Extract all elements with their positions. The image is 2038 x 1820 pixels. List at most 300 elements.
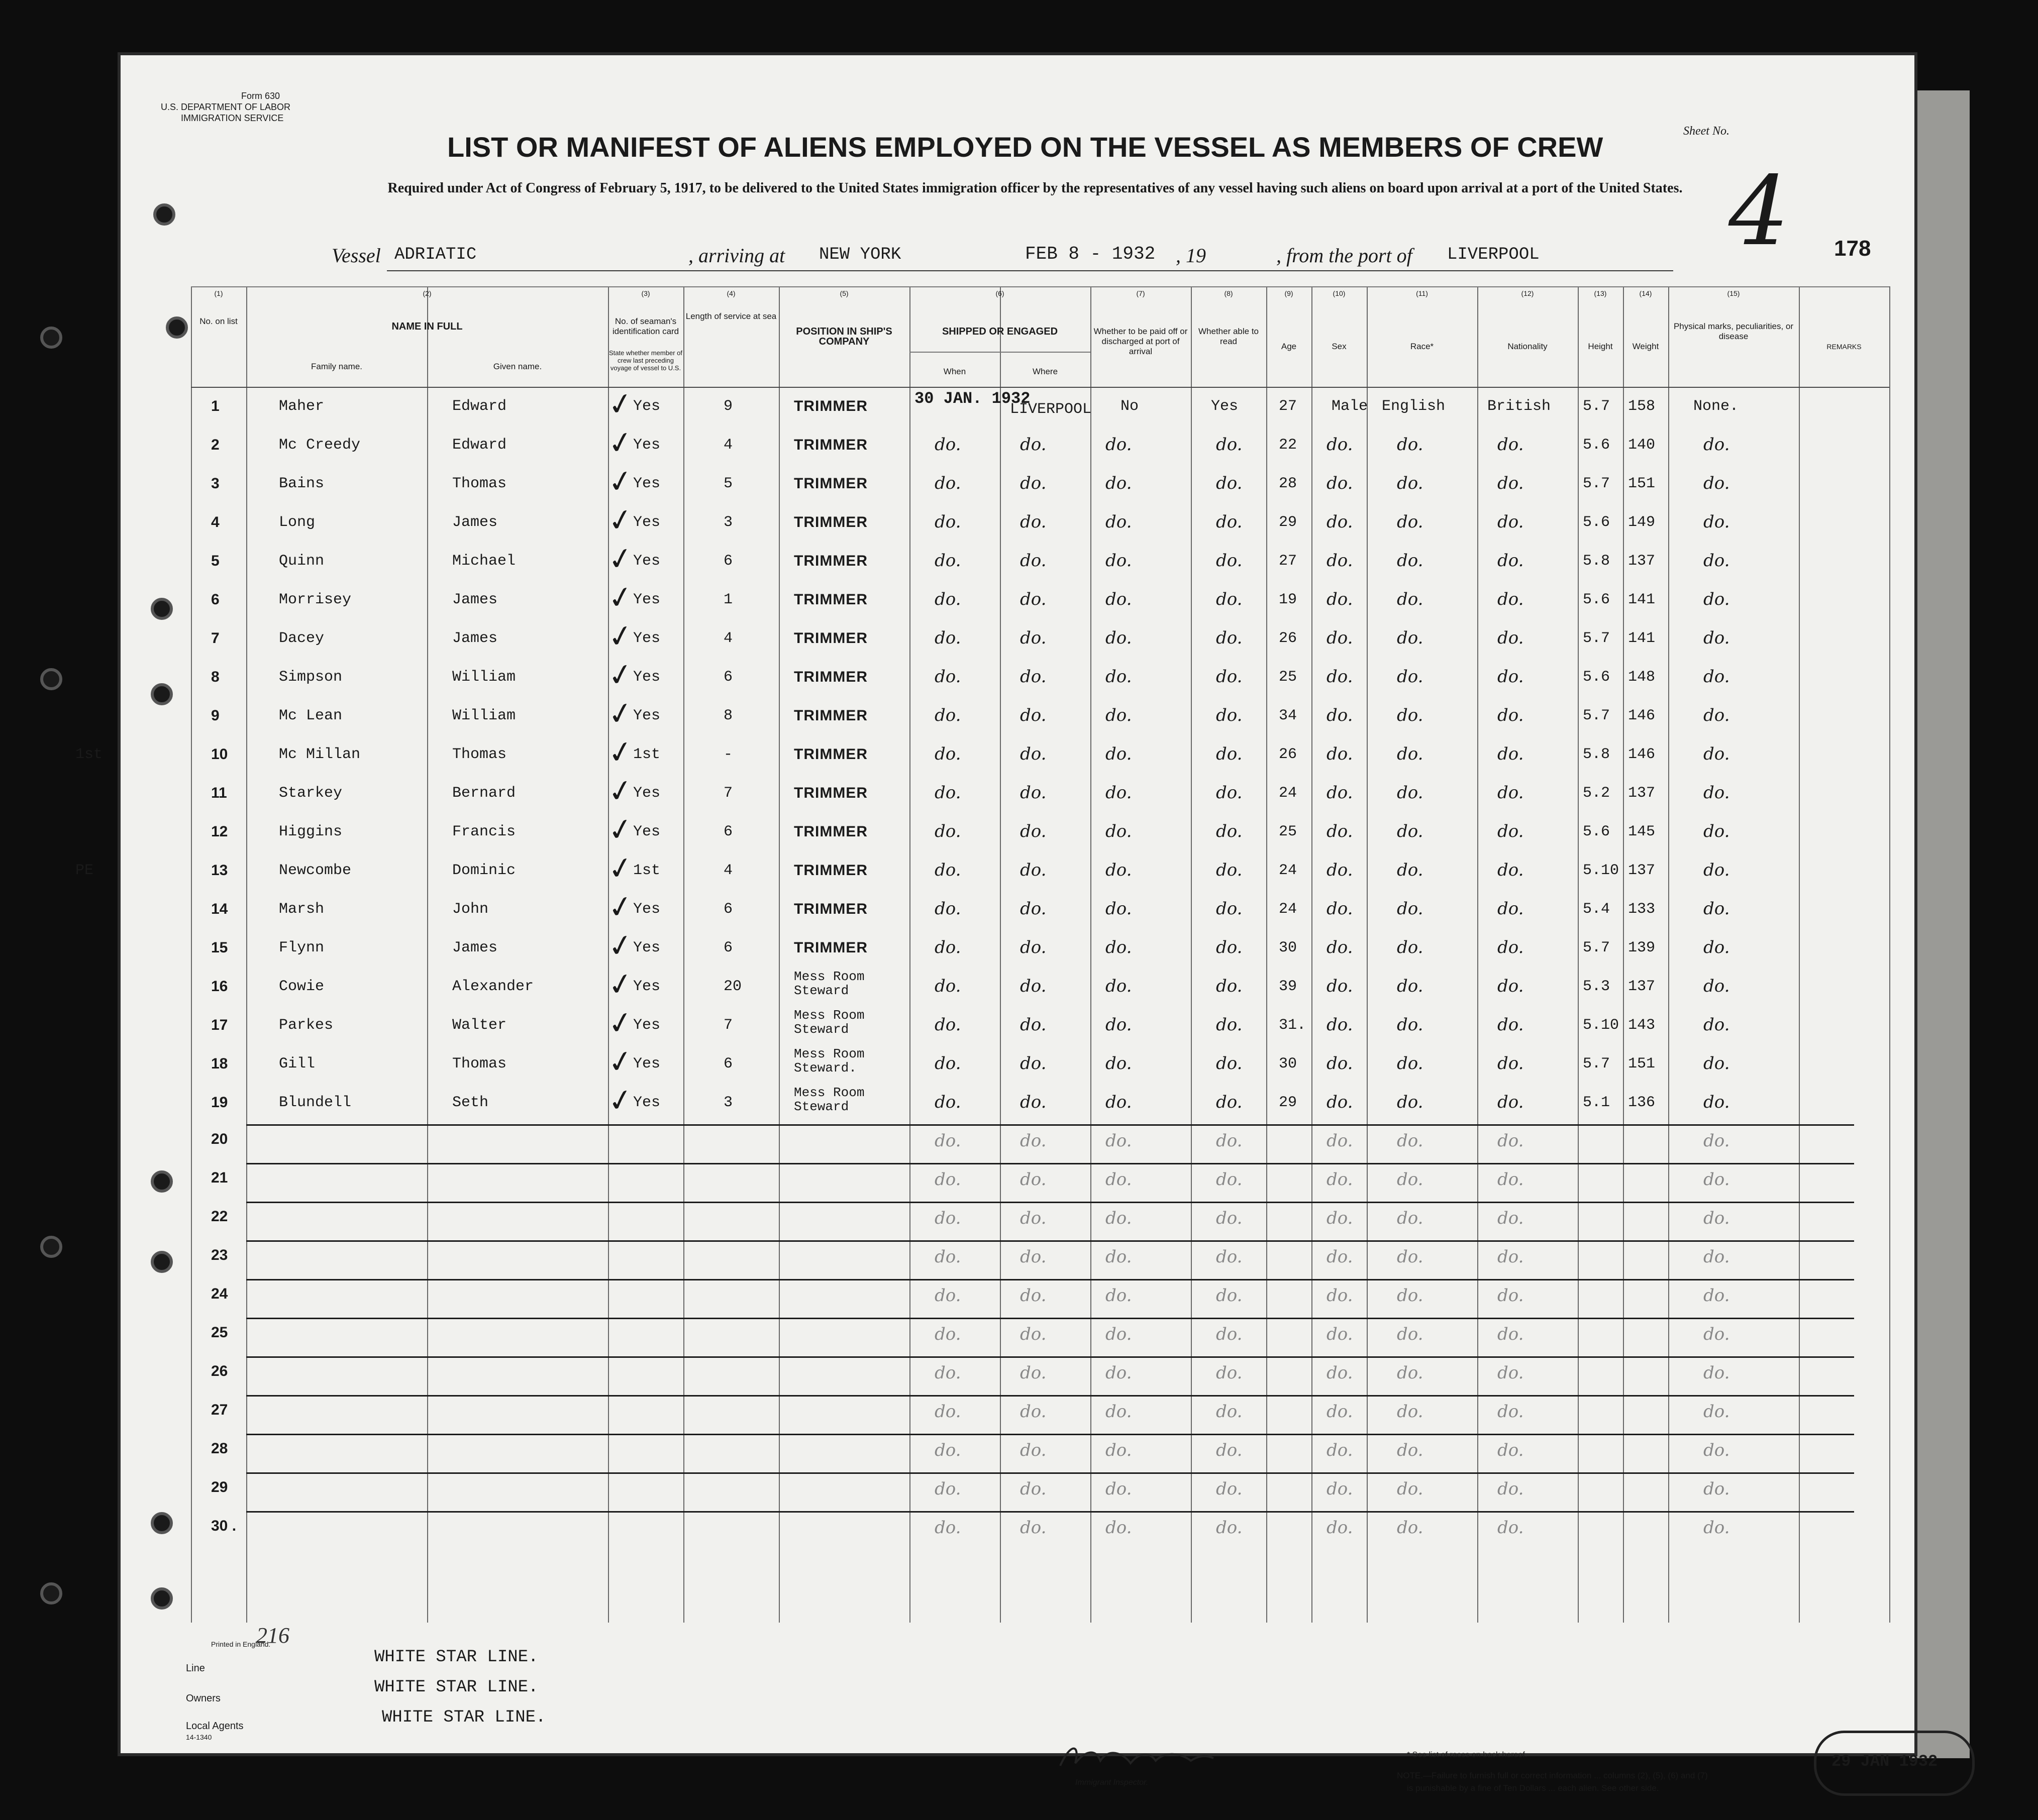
ditto-race: do.: [1397, 1324, 1423, 1344]
ditto-where: do.: [1020, 1440, 1047, 1460]
ditto-sex: do.: [1327, 589, 1353, 609]
check-mark-icon: ✓: [605, 578, 636, 617]
check-mark-icon: ✓: [605, 810, 636, 849]
ship-position: Mess Room Steward.: [794, 1046, 865, 1076]
strike-through-line: [246, 1279, 1854, 1280]
ditto-where: do.: [1020, 1169, 1047, 1190]
id-card-status: 1st: [633, 862, 661, 879]
height: 5.8: [1583, 746, 1610, 763]
ditto-read: do.: [1216, 1015, 1243, 1035]
weight: 148: [1628, 669, 1656, 686]
weight: 146: [1628, 707, 1656, 724]
punch-hole: [40, 1582, 62, 1604]
ditto-sex: do.: [1327, 1131, 1353, 1151]
check-mark-icon: ✓: [605, 1081, 636, 1120]
ditto-read: do.: [1216, 1053, 1243, 1074]
failure-note-2: is punishable by a fine of Ten Dollars ... each alien. See other side.: [1407, 1783, 1659, 1793]
departure-port: LIVERPOOL: [1447, 245, 1540, 264]
ditto-when: do.: [935, 1092, 961, 1112]
ditto-race: do.: [1397, 551, 1423, 571]
family-name: Mc Lean: [279, 707, 343, 724]
ditto-physical: do.: [1703, 783, 1730, 803]
length-of-service: -: [724, 746, 733, 763]
check-mark-icon: ✓: [605, 423, 636, 463]
ditto-paid: do.: [1105, 473, 1132, 493]
margin-note: 216: [256, 1623, 289, 1648]
ditto-nationality: do.: [1497, 937, 1524, 957]
header-when: When: [943, 367, 966, 376]
age: 19: [1279, 591, 1297, 608]
ditto-physical: do.: [1703, 937, 1730, 957]
given-name: Francis: [452, 823, 516, 840]
ditto-paid: do.: [1105, 628, 1132, 648]
ditto-race: do.: [1397, 1015, 1423, 1035]
given-name: John: [452, 901, 489, 918]
family-name: Starkey: [279, 785, 343, 802]
arriving-label: , arriving at: [688, 244, 785, 267]
row-number: 11: [211, 785, 227, 801]
length-of-service: 4: [724, 437, 733, 454]
length-of-service: 5: [724, 475, 733, 492]
table-top-rule: [191, 286, 1889, 287]
row-number: 14: [211, 901, 228, 917]
length-of-service: 6: [724, 1055, 733, 1073]
ditto-sex: do.: [1327, 976, 1353, 996]
age: 26: [1279, 746, 1297, 763]
ditto-read: do.: [1216, 628, 1243, 648]
races-footnote: * See list of races on back hereof.: [1407, 1751, 1527, 1759]
owners-label: Owners: [186, 1693, 221, 1704]
row-number: 6: [211, 591, 220, 608]
ditto-read: do.: [1216, 589, 1243, 609]
ditto-where: do.: [1020, 589, 1047, 609]
ship-position: Mess Room Steward: [794, 1008, 865, 1037]
ditto-read: do.: [1216, 512, 1243, 532]
height: 5.4: [1583, 901, 1610, 918]
table-row-empty: [191, 1393, 1889, 1432]
ditto-paid: do.: [1105, 976, 1132, 996]
ditto-read: do.: [1216, 667, 1243, 687]
ship-position: Mess Room Steward: [794, 969, 865, 998]
id-card-status: Yes: [633, 939, 661, 956]
ditto-physical: do.: [1703, 1208, 1730, 1228]
family-name: Bains: [279, 475, 325, 492]
ditto-paid: do.: [1105, 705, 1132, 725]
manifest-sheet: [75, 55, 1938, 1793]
header-no-on-list: No. on list: [199, 316, 238, 326]
length-of-service: 1: [724, 591, 733, 608]
row-number: 16: [211, 978, 228, 995]
family-name: Mc Millan: [279, 746, 361, 763]
ditto-sex: do.: [1327, 473, 1353, 493]
ditto-paid: do.: [1105, 512, 1132, 532]
weight: 133: [1628, 901, 1656, 918]
ditto-race: do.: [1397, 860, 1423, 880]
ditto-sex: do.: [1327, 551, 1353, 571]
ditto-nationality: do.: [1497, 1518, 1524, 1538]
paid-off: No: [1120, 398, 1139, 415]
ditto-paid: do.: [1105, 1402, 1132, 1422]
ditto-paid: do.: [1105, 1131, 1132, 1151]
row-number: 23: [211, 1247, 228, 1263]
height: 5.7: [1583, 1055, 1610, 1073]
table-row-empty: [191, 1315, 1889, 1354]
check-mark-icon: ✓: [605, 849, 636, 888]
weight: 149: [1628, 514, 1656, 531]
ditto-read: do.: [1216, 1286, 1243, 1306]
family-name: Simpson: [279, 669, 343, 686]
colnum-14: (14): [1639, 289, 1652, 297]
height: 5.7: [1583, 630, 1610, 647]
ditto-sex: do.: [1327, 899, 1353, 919]
check-mark-icon: ✓: [605, 1042, 636, 1082]
ditto-when: do.: [935, 512, 961, 532]
colnum-5: (5): [840, 289, 849, 297]
ditto-read: do.: [1216, 1208, 1243, 1228]
row-number: 27: [211, 1402, 228, 1418]
table-row: [191, 1044, 1889, 1084]
ditto-nationality: do.: [1497, 1440, 1524, 1460]
shipped-where: LIVERPOOL: [1010, 401, 1092, 418]
ditto-read: do.: [1216, 1479, 1243, 1499]
ditto-when: do.: [935, 860, 961, 880]
ditto-race: do.: [1397, 1092, 1423, 1112]
ditto-nationality: do.: [1497, 1015, 1524, 1035]
colnum-10: (10): [1333, 289, 1346, 297]
ditto-where: do.: [1020, 1402, 1047, 1422]
row-number: 7: [211, 630, 220, 647]
family-name: Marsh: [279, 901, 325, 918]
punch-hole: [151, 1512, 173, 1534]
ditto-read: do.: [1216, 937, 1243, 957]
ditto-race: do.: [1397, 783, 1423, 803]
ditto-read: do.: [1216, 705, 1243, 725]
ditto-when: do.: [935, 976, 961, 996]
ditto-where: do.: [1020, 1324, 1047, 1344]
ditto-when: do.: [935, 1208, 961, 1228]
height: 5.6: [1583, 514, 1610, 531]
header-age: Age: [1281, 342, 1297, 351]
ditto-nationality: do.: [1497, 1131, 1524, 1151]
ditto-where: do.: [1020, 1053, 1047, 1074]
check-mark-icon: ✓: [605, 1004, 636, 1043]
ditto-physical: do.: [1703, 435, 1730, 455]
family-name: Higgins: [279, 823, 343, 840]
weight: 141: [1628, 591, 1656, 608]
ship-position: TRIMMER: [794, 746, 868, 763]
given-name: William: [452, 707, 516, 724]
ditto-physical: do.: [1703, 1169, 1730, 1190]
length-of-service: 9: [724, 398, 733, 415]
strike-through-line: [246, 1202, 1854, 1203]
id-card-status: Yes: [633, 630, 661, 647]
ship-position: TRIMMER: [794, 862, 868, 879]
row-number: 21: [211, 1169, 228, 1186]
family-name: Flynn: [279, 939, 325, 956]
crew-table: [75, 286, 1889, 1623]
inspector-signature: [1055, 1741, 1216, 1776]
ditto-nationality: do.: [1497, 589, 1524, 609]
punch-hole: [153, 203, 175, 226]
given-name: Walter: [452, 1017, 507, 1034]
ditto-race: do.: [1397, 589, 1423, 609]
table-row-empty: [191, 1199, 1889, 1238]
ditto-read: do.: [1216, 473, 1243, 493]
ship-position: TRIMMER: [794, 475, 868, 492]
height: 5.7: [1583, 475, 1610, 492]
ditto-sex: do.: [1327, 705, 1353, 725]
table-row: [191, 425, 1889, 465]
table-row-empty: [191, 1238, 1889, 1277]
length-of-service: 7: [724, 1017, 733, 1034]
ditto-nationality: do.: [1497, 628, 1524, 648]
ditto-sex: do.: [1327, 1247, 1353, 1267]
ditto-physical: do.: [1703, 860, 1730, 880]
inspection-stamp: [1814, 1731, 1975, 1796]
ditto-sex: do.: [1327, 628, 1353, 648]
ditto-race: do.: [1397, 512, 1423, 532]
arrival-port: NEW YORK: [819, 245, 901, 264]
ditto-sex: do.: [1327, 1440, 1353, 1460]
given-name: Dominic: [452, 862, 516, 879]
length-of-service: 3: [724, 1094, 733, 1111]
header-physical: Physical marks, peculiarities, or disease: [1673, 322, 1794, 341]
given-name: James: [452, 514, 498, 531]
height: 5.6: [1583, 669, 1610, 686]
ship-position: Mess Room Steward: [794, 1085, 865, 1114]
service-label: IMMIGRATION SERVICE: [181, 113, 284, 123]
form-number: Form 630: [241, 91, 280, 101]
given-name: Michael: [452, 553, 516, 570]
ditto-where: do.: [1020, 976, 1047, 996]
punch-hole: [40, 1236, 62, 1258]
row-number: 29: [211, 1479, 228, 1495]
ditto-when: do.: [935, 1518, 961, 1538]
ship-position: TRIMMER: [794, 553, 868, 569]
header-race: Race*: [1410, 342, 1434, 351]
length-of-service: 7: [724, 785, 733, 802]
age: 30: [1279, 1055, 1297, 1073]
ditto-race: do.: [1397, 1286, 1423, 1306]
ditto-sex: do.: [1327, 667, 1353, 687]
ditto-physical: do.: [1703, 1015, 1730, 1035]
row-number: 25: [211, 1324, 228, 1341]
colnum-9: (9): [1284, 289, 1293, 297]
family-name: Newcombe: [279, 862, 352, 879]
table-row-empty: [191, 1509, 1889, 1548]
table-row: [75, 849, 1889, 890]
id-card-status: Yes: [633, 823, 661, 840]
row-number: 28: [211, 1440, 228, 1457]
ditto-read: do.: [1216, 1440, 1243, 1460]
age: 29: [1279, 1094, 1297, 1111]
header-shipped: SHIPPED OR ENGAGED: [942, 326, 1058, 337]
colnum-3: (3): [641, 289, 650, 297]
ditto-sex: do.: [1327, 1169, 1353, 1190]
form-header-block: [161, 90, 290, 124]
table-row-empty: [191, 1160, 1889, 1200]
weight: 139: [1628, 939, 1656, 956]
table-row-empty: [191, 1276, 1889, 1316]
header-paid-off: Whether to be paid off or discharged at port of arrival: [1093, 327, 1188, 356]
table-row: [191, 580, 1889, 619]
ditto-race: do.: [1397, 1402, 1423, 1422]
able-to-read: Yes: [1211, 398, 1239, 415]
weight: 136: [1628, 1094, 1656, 1111]
ditto-race: do.: [1397, 1440, 1423, 1460]
header-height: Height: [1588, 342, 1613, 351]
weight: 137: [1628, 978, 1656, 995]
check-mark-icon: ✓: [605, 501, 636, 540]
year-label: , 19: [1176, 244, 1206, 267]
row-number: 30 .: [211, 1518, 237, 1534]
strike-through-line: [246, 1356, 1854, 1358]
weight: 151: [1628, 475, 1656, 492]
ditto-where: do.: [1020, 667, 1047, 687]
ditto-sex: do.: [1327, 1479, 1353, 1499]
ditto-when: do.: [935, 744, 961, 764]
age: 25: [1279, 823, 1297, 840]
strike-through-line: [246, 1124, 1854, 1126]
ditto-race: do.: [1397, 976, 1423, 996]
ditto-race: do.: [1397, 1479, 1423, 1499]
length-of-service: 20: [724, 978, 742, 995]
height: 5.10: [1583, 862, 1619, 879]
given-name: James: [452, 630, 498, 647]
page-title: LIST OR MANIFEST OF ALIENS EMPLOYED ON THE VESSEL AS MEMBERS OF CREW: [447, 131, 1603, 163]
check-mark-icon: ✓: [605, 694, 636, 733]
ditto-paid: do.: [1105, 1208, 1132, 1228]
weight: 137: [1628, 785, 1656, 802]
id-card-status: Yes: [633, 553, 661, 570]
stamp-date: 29 JAN 1932: [1831, 1752, 1938, 1771]
weight: 145: [1628, 823, 1656, 840]
ditto-where: do.: [1020, 1247, 1047, 1267]
given-name: Alexander: [452, 978, 534, 995]
department-label: U.S. DEPARTMENT OF LABOR: [161, 102, 291, 112]
printed-in-england: Printed in England.: [211, 1640, 271, 1648]
inspector-label: Immigrant Inspector.: [1075, 1778, 1149, 1787]
weight: 158: [1628, 398, 1656, 415]
ditto-race: do.: [1397, 628, 1423, 648]
ditto-sex: do.: [1327, 1208, 1353, 1228]
ditto-race: do.: [1397, 1169, 1423, 1190]
row-number: 13: [211, 862, 228, 879]
given-name: Seth: [452, 1094, 489, 1111]
nationality: British: [1487, 398, 1551, 415]
row-number: 8: [211, 669, 220, 685]
ship-position: TRIMMER: [794, 591, 868, 608]
ditto-physical: do.: [1703, 1131, 1730, 1151]
table-row: [191, 696, 1889, 735]
length-of-service: 3: [724, 514, 733, 531]
ditto-physical: do.: [1703, 821, 1730, 841]
header-sex: Sex: [1332, 342, 1347, 351]
from-port-label: , from the port of: [1276, 244, 1412, 267]
colnum-12: (12): [1521, 289, 1534, 297]
ditto-where: do.: [1020, 1479, 1047, 1499]
ditto-sex: do.: [1327, 1286, 1353, 1306]
strike-through-line: [246, 1318, 1854, 1319]
ditto-when: do.: [935, 435, 961, 455]
ditto-race: do.: [1397, 705, 1423, 725]
given-name: Thomas: [452, 475, 507, 492]
strike-through-line: [246, 1434, 1854, 1435]
weight: 137: [1628, 553, 1656, 570]
table-row-empty: [191, 1354, 1889, 1393]
ditto-when: do.: [935, 1324, 961, 1344]
ditto-nationality: do.: [1497, 1324, 1524, 1344]
given-name: James: [452, 591, 498, 608]
ditto-sex: do.: [1327, 744, 1353, 764]
check-mark-icon: ✓: [605, 888, 636, 927]
ditto-read: do.: [1216, 860, 1243, 880]
ditto-sex: do.: [1327, 512, 1353, 532]
length-of-service: 6: [724, 823, 733, 840]
table-row: [191, 774, 1889, 813]
ditto-when: do.: [935, 1169, 961, 1190]
header-where: Where: [1032, 367, 1058, 376]
vessel-line-rule: [387, 270, 1673, 271]
local-agents-value: WHITE STAR LINE.: [382, 1708, 546, 1727]
given-name: Thomas: [452, 746, 507, 763]
given-name: James: [452, 939, 498, 956]
table-row: [191, 812, 1889, 851]
punch-hole: [151, 1170, 173, 1193]
ditto-where: do.: [1020, 937, 1047, 957]
row-number: 22: [211, 1208, 228, 1225]
ditto-sex: do.: [1327, 783, 1353, 803]
ship-position: TRIMMER: [794, 939, 868, 956]
id-card-status: Yes: [633, 1017, 661, 1034]
age: 31.: [1279, 1017, 1306, 1034]
ditto-when: do.: [935, 1440, 961, 1460]
ship-position: TRIMMER: [794, 707, 868, 724]
table-row: [191, 890, 1889, 929]
check-mark-icon: ✓: [605, 540, 636, 579]
family-name: Blundell: [279, 1094, 352, 1111]
ditto-read: do.: [1216, 899, 1243, 919]
owners-value: WHITE STAR LINE.: [374, 1678, 539, 1697]
ditto-physical: do.: [1703, 1440, 1730, 1460]
ditto-physical: do.: [1703, 589, 1730, 609]
line-label: Line: [186, 1663, 205, 1674]
id-card-status: Yes: [633, 901, 661, 918]
id-card-status: Yes: [633, 1094, 661, 1111]
ditto-paid: do.: [1105, 1015, 1132, 1035]
ditto-when: do.: [935, 705, 961, 725]
check-mark-icon: ✓: [605, 617, 636, 656]
ditto-physical: do.: [1703, 1286, 1730, 1306]
ditto-when: do.: [935, 1131, 961, 1151]
ditto-when: do.: [935, 473, 961, 493]
ditto-physical: do.: [1703, 628, 1730, 648]
ditto-nationality: do.: [1497, 1363, 1524, 1383]
ditto-when: do.: [935, 1286, 961, 1306]
ditto-race: do.: [1397, 1053, 1423, 1074]
ditto-physical: do.: [1703, 1324, 1730, 1344]
sheet-underlay-edge: [1909, 90, 1970, 1758]
row-number: 19: [211, 1094, 228, 1111]
ditto-where: do.: [1020, 860, 1047, 880]
age: 22: [1279, 437, 1297, 454]
sheet-number-label: Sheet No.: [1683, 125, 1729, 138]
physical-marks: None.: [1693, 398, 1739, 415]
ditto-nationality: do.: [1497, 551, 1524, 571]
height: 5.6: [1583, 437, 1610, 454]
ditto-nationality: do.: [1497, 860, 1524, 880]
family-name: Dacey: [279, 630, 325, 647]
